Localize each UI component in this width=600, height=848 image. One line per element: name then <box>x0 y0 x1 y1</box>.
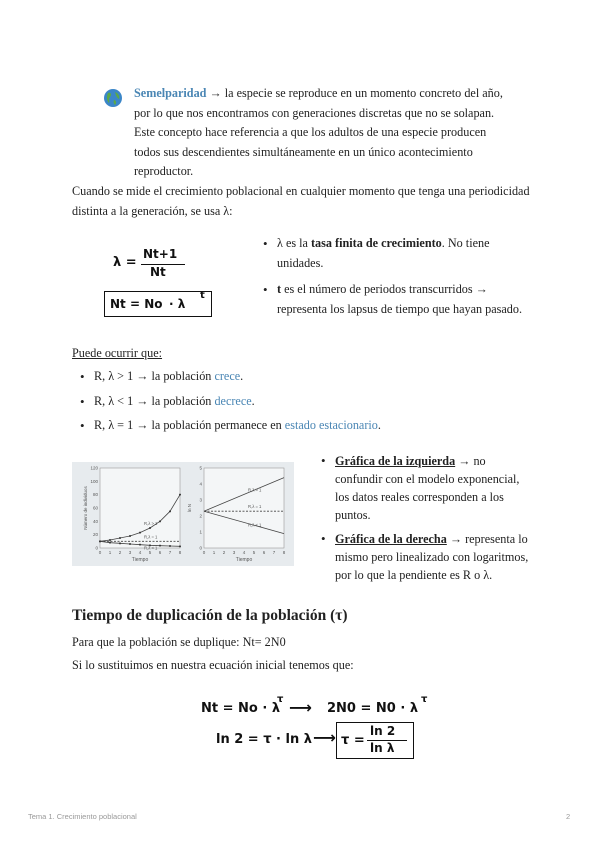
data-point <box>169 510 171 512</box>
case-item: • R, λ = 1 → la población permanece en estado estacionario. <box>77 416 477 436</box>
duplicacion-line1: Para que la población se duplique: Nt= 2N0 <box>72 635 286 649</box>
y-tick-label: 2 <box>199 513 202 519</box>
x-axis-label: Tiempo <box>131 557 149 563</box>
right-chart-description: • Gráfica de la derecha → representa lo mismo pero linealizado con logaritmos, por lo que la pendiente es R o λ. <box>318 530 533 584</box>
case-item: • R, λ > 1 → la población crece. <box>77 367 477 387</box>
growth-charts-figure <box>72 462 294 566</box>
data-point <box>99 540 101 542</box>
x-tick-label: 5 <box>148 550 152 555</box>
footer-left: Tema 1. Crecimiento poblacional <box>28 812 137 821</box>
plot-area <box>100 468 180 551</box>
data-point <box>169 545 171 547</box>
y-tick-label: 0 <box>95 545 98 551</box>
plot-area <box>204 468 284 548</box>
data-point <box>159 545 161 547</box>
x-tick-label: 6 <box>158 550 162 555</box>
x-tick-label: 6 <box>262 550 266 555</box>
data-point <box>159 520 161 522</box>
y-tick-label: 0 <box>199 545 202 551</box>
data-point <box>129 535 131 537</box>
charts-description-list <box>318 452 533 584</box>
series-label: R,λ = 1 <box>248 504 262 510</box>
semelparidad-term: Semelparidad <box>134 86 207 100</box>
data-point <box>119 537 121 539</box>
x-tick-label: 1 <box>108 550 112 555</box>
handwritten-lambda-formula: λ = Nt+1 Nt <box>113 249 203 289</box>
y-tick-label: 4 <box>199 481 202 487</box>
data-point <box>179 545 181 547</box>
y-tick-label: 80 <box>92 492 98 498</box>
intro-paragraph: Cuando se mide el crecimiento poblacional en cualquier momento que tenga una periodicidad distinta a la generación, se usa λ: <box>72 184 530 218</box>
series-label: R,λ > 1 <box>248 487 262 493</box>
data-point <box>109 542 111 544</box>
data-point <box>139 532 141 534</box>
semelparidad-paragraph: Semelparidad → la especie se reproduce en un momento concreto del año, por lo que nos encontramos con generaciones discretas que no se solapan. Este concepto hace referencia a que los adultos de una especie producen todos sus descendientes simultáneamente en un único acontecimiento reproductor. <box>134 86 503 178</box>
y-axis-label: Número de individuos <box>83 486 88 530</box>
section-heading: Tiempo de duplicación de la población (τ) <box>72 607 348 624</box>
boxed-tau-formula: τ = ln 2 ln λ <box>336 722 414 759</box>
y-tick-label: 20 <box>92 532 98 538</box>
case-item: • R, λ < 1 → la población decrece. <box>77 392 477 412</box>
y-tick-label: 40 <box>92 518 98 524</box>
duplicacion-line2: Si lo sustituimos en nuestra ecuación inicial tenemos que: <box>72 658 354 672</box>
series-label: R,λ > 1 <box>144 521 158 526</box>
x-tick-label: 8 <box>178 550 182 555</box>
x-tick-label: 8 <box>282 550 286 555</box>
x-tick-label: 3 <box>128 550 132 555</box>
x-tick-label: 7 <box>168 550 172 555</box>
series-label: R,λ < 1 <box>248 522 262 528</box>
data-point <box>139 544 141 546</box>
lambda-definition: • λ es la tasa finita de crecimiento. No tiene unidades. <box>260 234 530 273</box>
x-axis-label: Tiempo <box>235 557 253 563</box>
data-point <box>129 543 131 545</box>
puede-title: Puede ocurrir que: <box>72 346 163 360</box>
x-tick-label: 4 <box>138 550 142 555</box>
semelparidad-text: la especie se reproduce en un momento concreto del año, por lo que nos encontramos con generaciones discretas que no se solapan. Este concepto hace referencia a que los adultos de una especie producen todos sus descendientes simultáneamente en un único acontecimiento reproductor. <box>134 86 503 178</box>
handwritten-doubling-eq2: ln 2 = τ · ln λ ⟶ τ = ln 2 ln λ <box>216 722 416 762</box>
cases-list <box>77 367 477 436</box>
y-tick-label: 100 <box>90 478 98 484</box>
y-axis-label: ln N <box>187 503 192 513</box>
y-tick-label: 3 <box>199 497 202 503</box>
x-tick-label: 4 <box>242 550 246 555</box>
x-tick-label: 5 <box>252 550 256 555</box>
x-tick-label: 2 <box>222 550 226 555</box>
x-tick-label: 2 <box>118 550 122 555</box>
x-tick-label: 0 <box>202 550 206 555</box>
y-tick-label: 120 <box>90 465 98 471</box>
globe-icon <box>103 88 123 108</box>
data-point <box>109 539 111 541</box>
y-tick-label: 60 <box>92 505 98 511</box>
data-point <box>119 542 121 544</box>
left-chart-description: • Gráfica de la izquierda → no confundir con el modelo exponencial, los datos reales corresponden a los puntos. <box>318 452 533 524</box>
x-tick-label: 0 <box>98 550 102 555</box>
x-tick-label: 7 <box>272 550 276 555</box>
growth-charts-svg <box>72 462 294 566</box>
y-tick-label: 5 <box>199 465 202 471</box>
series-label: R,λ < 1 <box>144 545 158 551</box>
y-tick-label: 1 <box>199 529 202 535</box>
data-point <box>179 494 181 496</box>
definitions-list <box>260 234 530 319</box>
t-definition: • t es el número de periodos transcurridos → representa los lapsus de tiempo que hayan pasado. <box>260 280 530 319</box>
handwritten-boxed-formula: Nt = No · λ t <box>104 291 212 317</box>
series-label: R,λ = 1 <box>144 534 158 540</box>
x-tick-label: 3 <box>232 550 236 555</box>
handwritten-doubling-eq1: Nt = No · λ τ ⟶ 2N0 = N0 · λ τ <box>201 694 428 717</box>
data-point <box>149 527 151 529</box>
x-tick-label: 1 <box>212 550 216 555</box>
page-number: 2 <box>566 812 571 821</box>
